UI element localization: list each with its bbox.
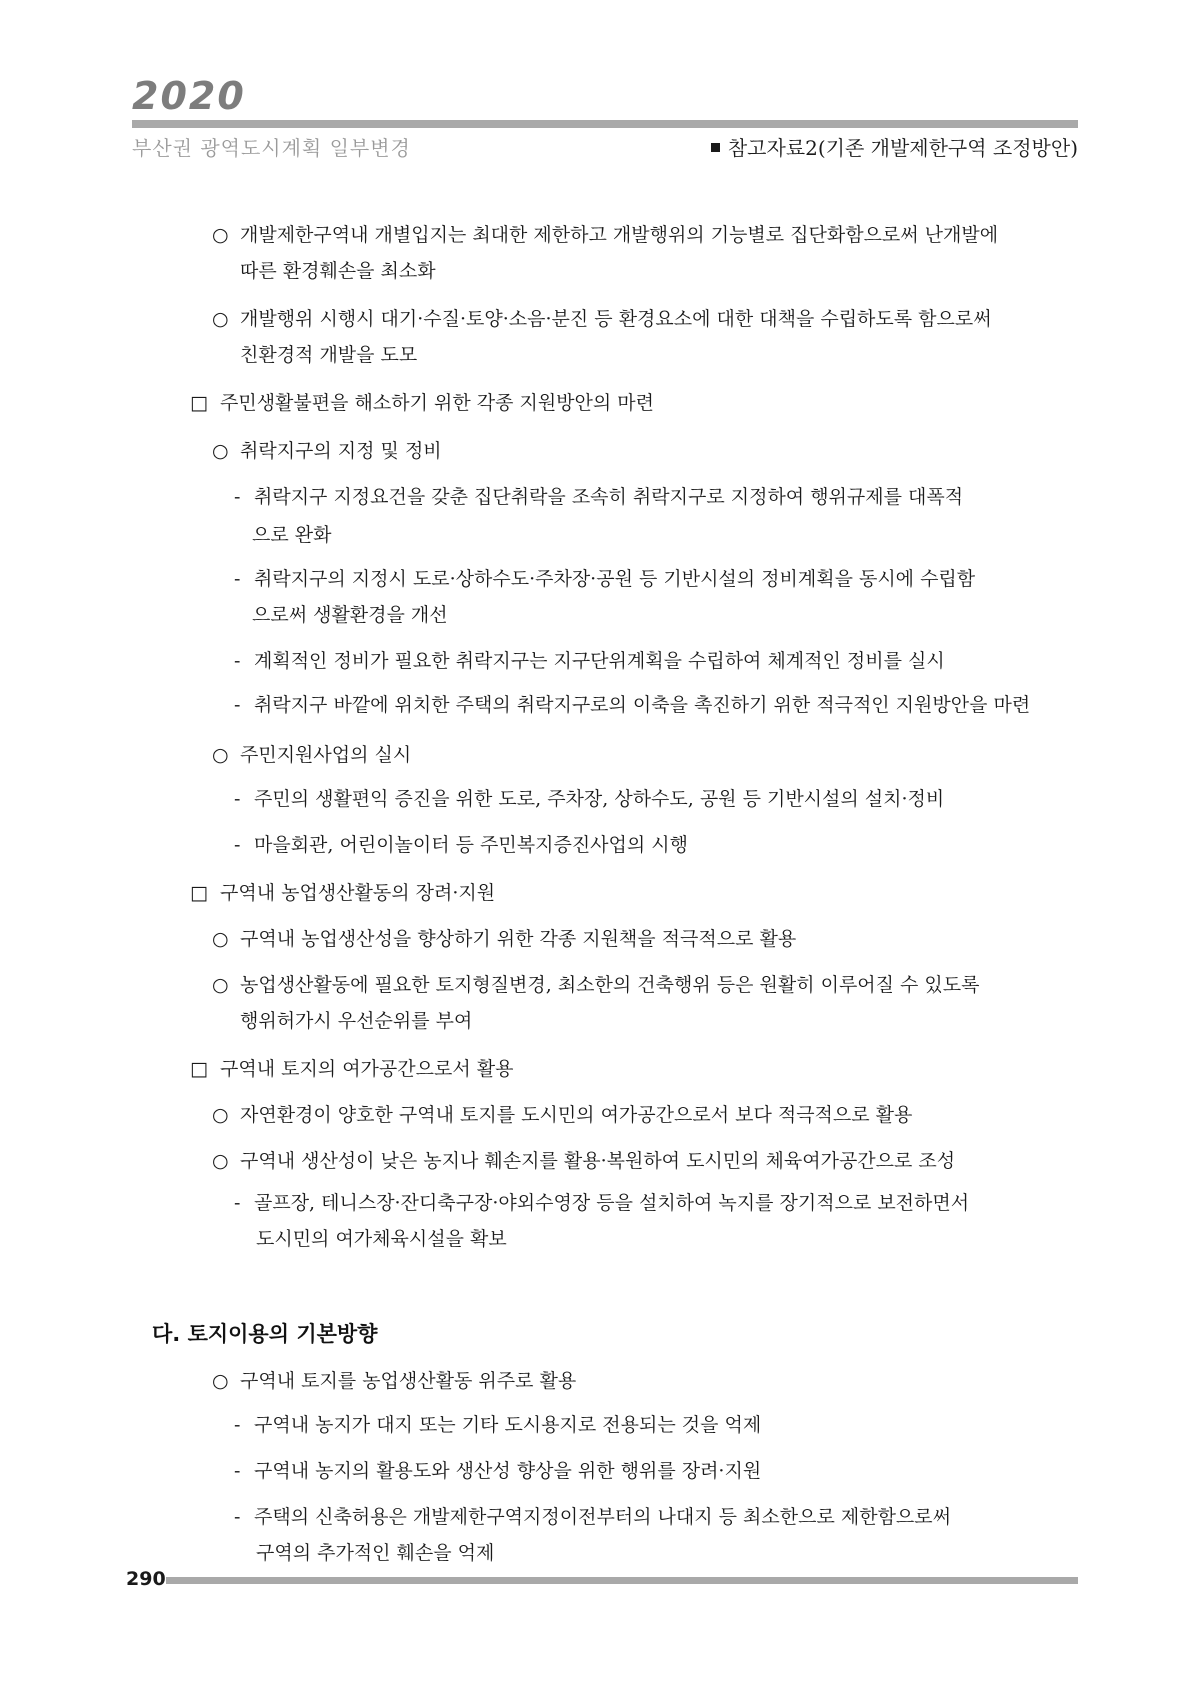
dash-line — [234, 1504, 951, 1530]
section-heading: 다. 토지이용의 기본방향 — [152, 1322, 378, 1346]
circle-marker: ○ — [212, 308, 229, 330]
line-text: 구역내 토지의 여가공간으로서 활용 — [220, 1058, 514, 1080]
dash-line — [234, 566, 975, 592]
section-reference-text: 참고자료2(기존 개발제한구역 조정방안) — [727, 136, 1078, 160]
line-text: 마을회관, 어린이놀이터 등 주민복지증진사업의 시행 — [254, 834, 688, 856]
line-text: 구역내 생산성이 낮은 농지나 훼손지를 활용·복원하여 도시민의 체육여가공간으로 조성 — [240, 1150, 956, 1172]
square-bullet-icon — [711, 143, 720, 152]
dash-line — [234, 1412, 761, 1438]
box-marker: □ — [190, 1058, 208, 1080]
section-item — [190, 390, 654, 416]
line-text: 주민생활불편을 해소하기 위한 각종 지원방안의 마련 — [220, 392, 654, 414]
box-marker: □ — [190, 882, 208, 904]
line-text: 계획적인 정비가 필요한 취락지구는 지구단위계획을 수립하여 체계적인 정비를 실시 — [254, 650, 945, 672]
dash-continuation: 도시민의 여가체육시설을 확보 — [256, 1228, 507, 1250]
circle-marker: ○ — [212, 440, 229, 462]
line-text: 골프장, 테니스장·잔디축구장·야외수영장 등을 설치하여 녹지를 장기적으로 보전하면서 — [254, 1192, 970, 1214]
bullet-continuation: 행위허가시 우선순위를 부여 — [240, 1010, 473, 1032]
dash-marker: - — [234, 486, 241, 508]
dash-line — [234, 648, 945, 674]
bullet-line — [212, 438, 442, 464]
line-text: 개발제한구역내 개별입지는 최대한 제한하고 개발행위의 기능별로 집단화함으로써 난개발에 — [240, 224, 999, 246]
line-text: 농업생산활동에 필요한 토지형질변경, 최소한의 건축행위 등은 원활히 이루어질 수 있도록 — [240, 974, 980, 996]
circle-marker: ○ — [212, 974, 229, 996]
circle-marker: ○ — [212, 1370, 229, 1392]
bullet-line — [212, 926, 796, 952]
line-text: 취락지구 바깥에 위치한 주택의 취락지구로의 이축을 촉진하기 위한 적극적인 지원방안을 마련 — [254, 694, 1031, 716]
section-item — [190, 880, 495, 906]
dash-line — [234, 1458, 761, 1484]
dash-marker: - — [234, 834, 241, 856]
dash-marker: - — [234, 568, 241, 590]
bullet-line — [212, 306, 992, 332]
box-marker: □ — [190, 392, 208, 414]
bullet-line — [212, 972, 980, 998]
line-text: 취락지구 지정요건을 갖춘 집단취락을 조속히 취락지구로 지정하여 행위규제를 대폭적 — [254, 486, 964, 508]
dash-marker: - — [234, 1506, 241, 1528]
document-title: 부산권 광역도시계획 일부변경 — [132, 136, 411, 160]
circle-marker: ○ — [212, 928, 229, 950]
dash-continuation: 구역의 추가적인 훼손을 억제 — [256, 1542, 495, 1564]
circle-marker: ○ — [212, 1150, 229, 1172]
dash-line — [234, 1190, 969, 1216]
circle-marker: ○ — [212, 224, 229, 246]
dash-line — [234, 786, 944, 812]
dash-marker: - — [234, 1192, 241, 1214]
bullet-continuation: 친환경적 개발을 도모 — [240, 344, 418, 366]
line-text: 구역내 농업생산성을 향상하기 위한 각종 지원책을 적극적으로 활용 — [240, 928, 797, 950]
line-text: 구역내 농지의 활용도와 생산성 향상을 위한 행위를 장려·지원 — [254, 1460, 762, 1482]
section-reference — [711, 132, 1078, 161]
line-text: 구역내 토지를 농업생산활동 위주로 활용 — [240, 1370, 577, 1392]
bullet-line — [212, 1148, 955, 1174]
year-label: 2020 — [132, 74, 246, 118]
line-text: 주택의 신축허용은 개발제한구역지정이전부터의 나대지 등 최소한으로 제한함으로써 — [254, 1506, 951, 1528]
line-text: 개발행위 시행시 대기·수질·토양·소음·분진 등 환경요소에 대한 대책을 수립하도록 함으로써 — [240, 308, 992, 330]
bullet-line — [212, 222, 998, 248]
dash-marker: - — [234, 1460, 241, 1482]
page-number: 290 — [126, 1568, 166, 1590]
bullet-line — [212, 1102, 912, 1128]
line-text: 구역내 농지가 대지 또는 기타 도시용지로 전용되는 것을 억제 — [254, 1414, 762, 1436]
bullet-continuation: 따른 환경훼손을 최소화 — [240, 260, 436, 282]
dash-marker: - — [234, 694, 241, 716]
dash-continuation: 으로써 생활환경을 개선 — [252, 604, 448, 626]
line-text: 취락지구의 지정 및 정비 — [240, 440, 442, 462]
dash-line — [234, 832, 688, 858]
line-text: 주민의 생활편익 증진을 위한 도로, 주차장, 상하수도, 공원 등 기반시설의 설치·정비 — [254, 788, 945, 810]
dash-marker: - — [234, 788, 241, 810]
dash-line — [234, 692, 1030, 718]
dash-continuation: 으로 완화 — [252, 524, 332, 546]
section-item — [190, 1056, 513, 1082]
line-text: 취락지구의 지정시 도로·상하수도·주차장·공원 등 기반시설의 정비계획을 동시에 수립함 — [254, 568, 976, 590]
line-text: 구역내 농업생산활동의 장려·지원 — [220, 882, 496, 904]
bullet-line — [212, 742, 411, 768]
line-text: 주민지원사업의 실시 — [240, 744, 412, 766]
circle-marker: ○ — [212, 1104, 229, 1126]
dash-marker: - — [234, 650, 241, 672]
bottom-rule — [166, 1577, 1078, 1584]
dash-marker: - — [234, 1414, 241, 1436]
top-rule — [132, 120, 1078, 128]
circle-marker: ○ — [212, 744, 229, 766]
bullet-line — [212, 1368, 576, 1394]
line-text: 자연환경이 양호한 구역내 토지를 도시민의 여가공간으로서 보다 적극적으로 활용 — [240, 1104, 913, 1126]
dash-line — [234, 484, 963, 510]
